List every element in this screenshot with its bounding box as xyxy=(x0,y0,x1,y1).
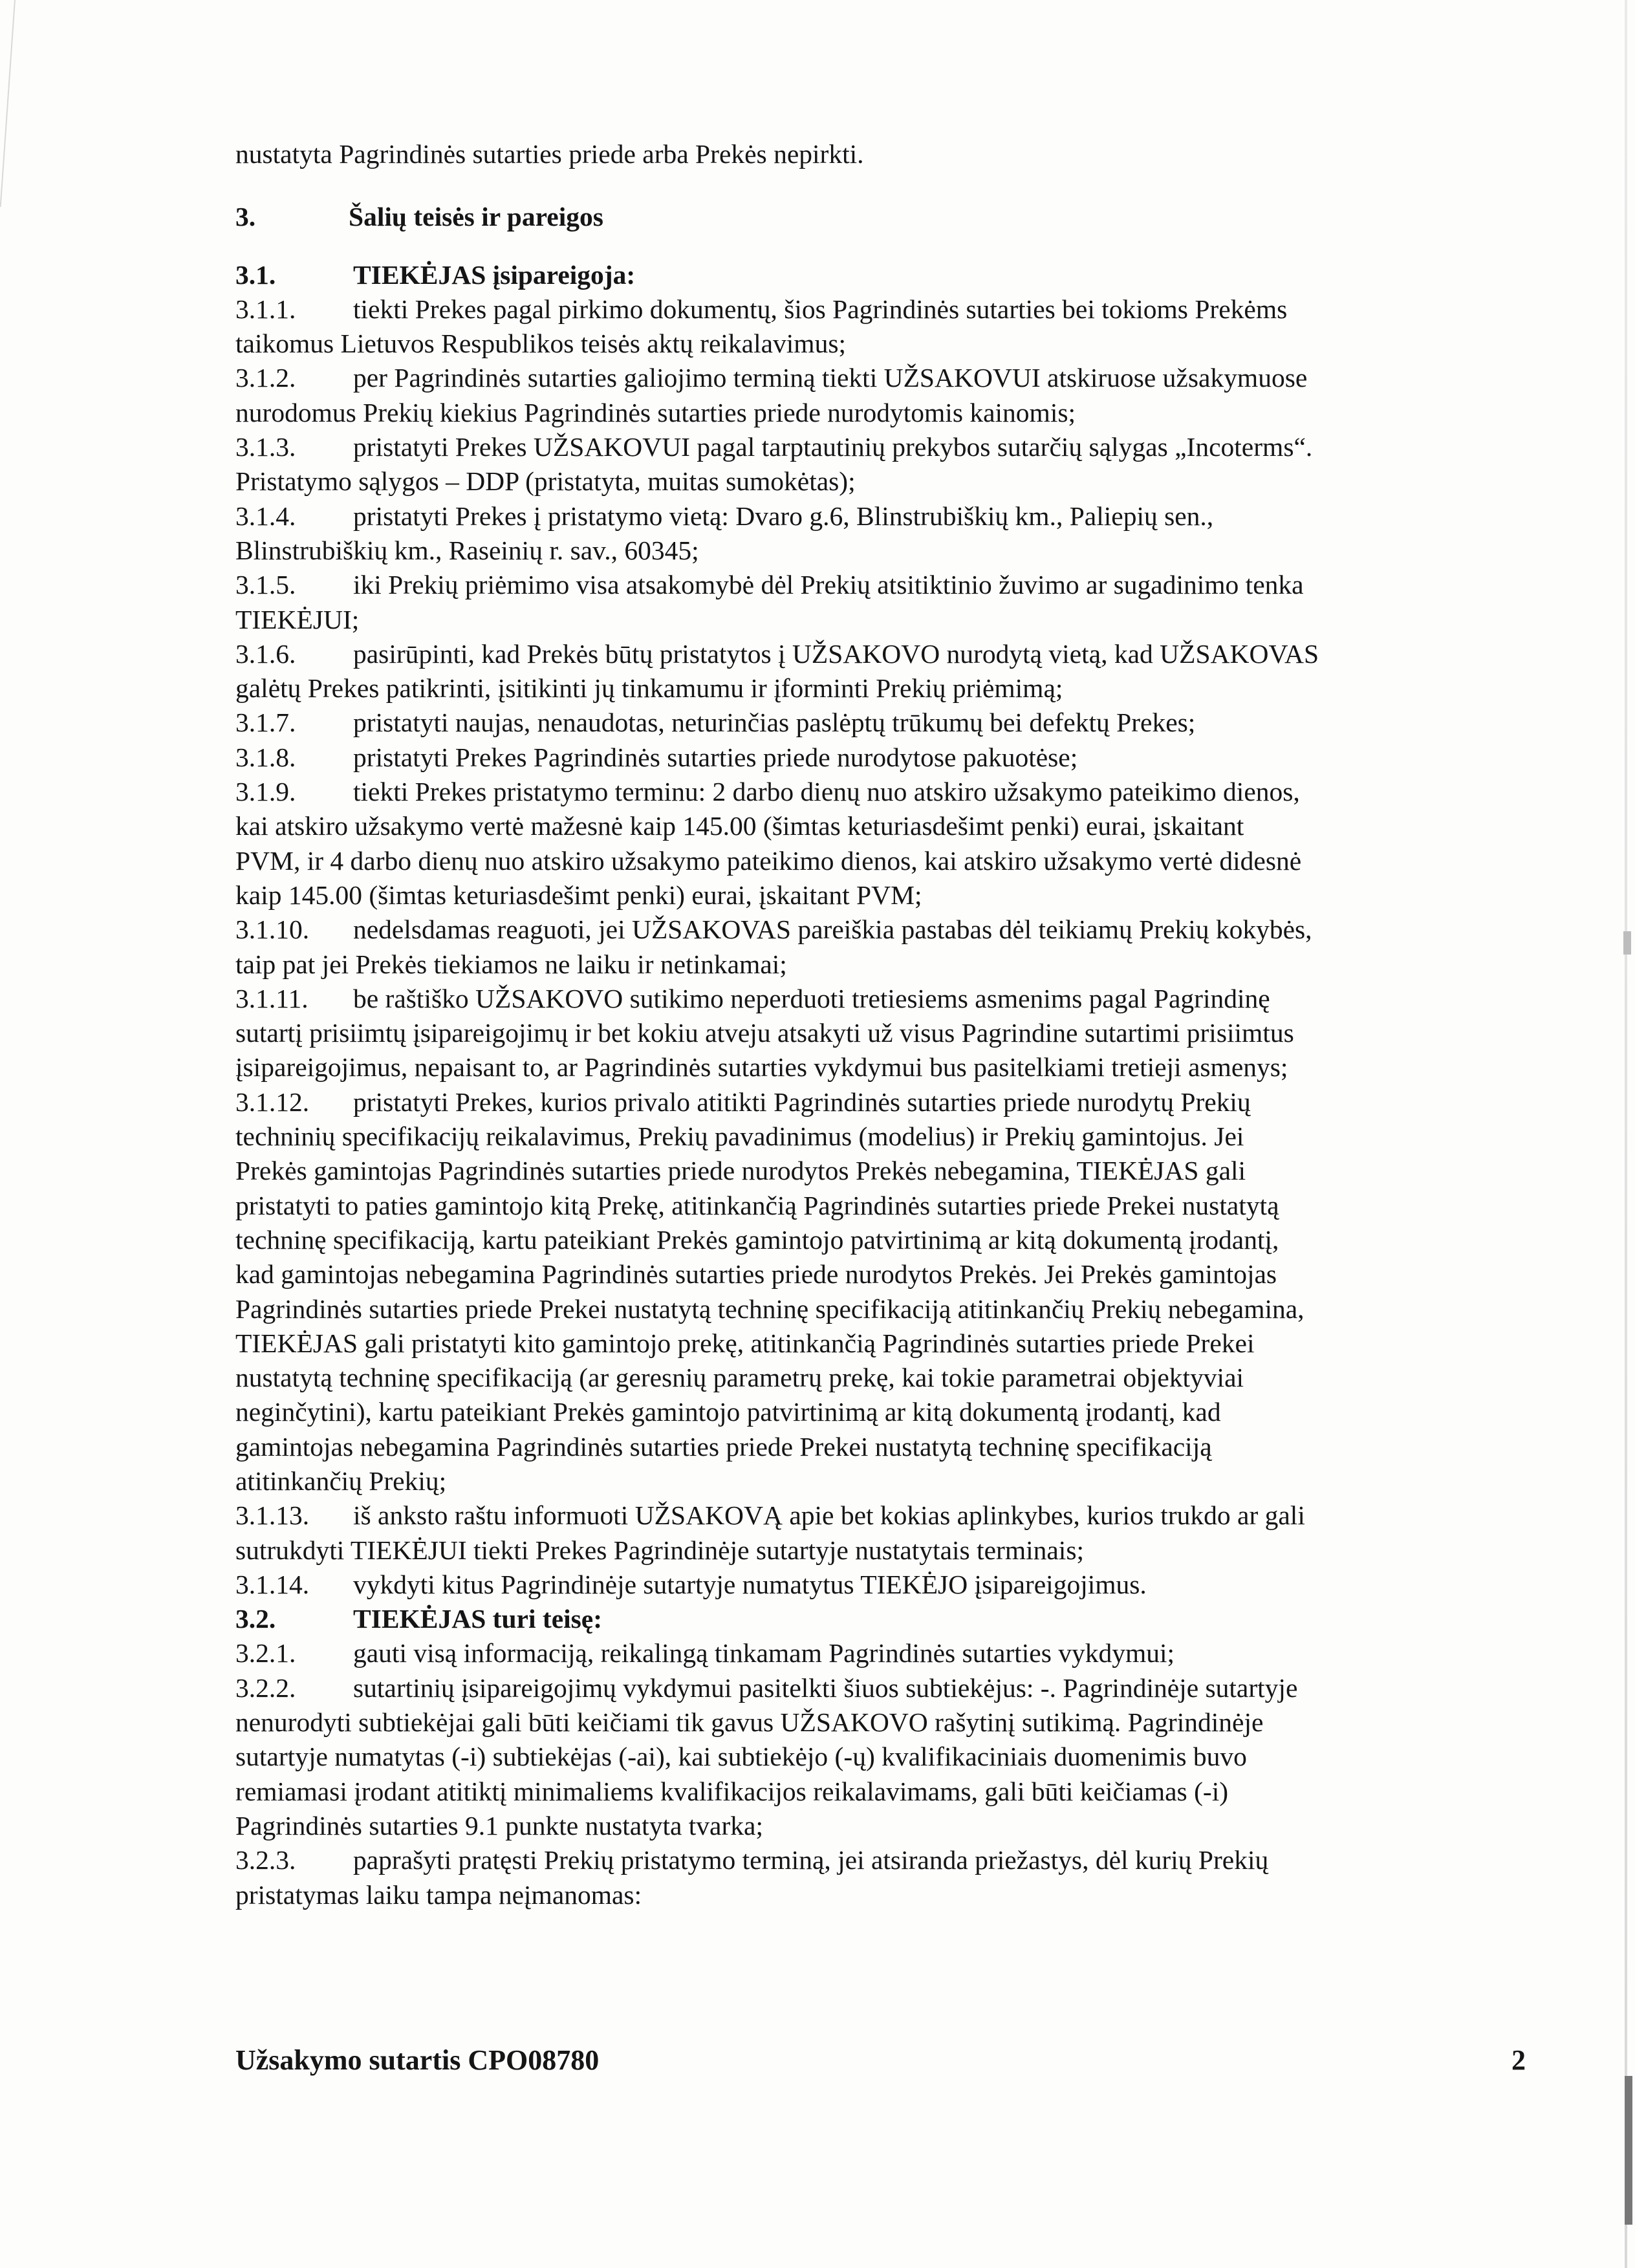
scan-edge xyxy=(0,0,16,207)
clause-text: be raštiško UŽSAKOVO sutikimo neperduoti tretiesiems asmenims pagal Pagrindinę xyxy=(353,983,1270,1013)
scan-mark xyxy=(1623,931,1631,955)
clause-number: 3.2.3. xyxy=(235,1845,296,1875)
clause-text: atitinkančių Prekių; xyxy=(235,1465,447,1496)
document-page xyxy=(235,137,1516,1912)
clause-line xyxy=(235,1533,1516,1568)
clause-line xyxy=(235,1602,1516,1636)
clause-number: 3.1.6. xyxy=(235,638,296,669)
section-title: Šalių teisės ir pareigos xyxy=(349,202,603,232)
clause-line xyxy=(235,1154,1516,1188)
clause-number: 3.1. xyxy=(235,259,276,290)
clause-text: pristatyti Prekes UŽSAKOVUI pagal tarptautinių prekybos sutarčių sąlygas „Incoterms“. xyxy=(353,432,1313,462)
clause-text: TIEKĖJAS gali pristatyti kito gamintojo prekę, atitinkančią Pagrindinės sutarties priede Prekei xyxy=(235,1328,1255,1358)
clause-text: nenurodyti subtiekėjai gali būti keičiami tik gavus UŽSAKOVO rašytinį sutikimą. Pagrindinėje xyxy=(235,1707,1264,1738)
clause-line xyxy=(235,603,1516,637)
clause-number: 3.1.12. xyxy=(235,1086,310,1117)
clause-line xyxy=(235,947,1516,982)
clause-line xyxy=(235,1740,1516,1774)
clause-text: sutartinių įsipareigojimų vykdymui pasitelkti šiuos subtiekėjus: -. Pagrindinėje sutartyje xyxy=(353,1672,1298,1703)
clause-number: 3.1.7. xyxy=(235,707,296,738)
clause-line xyxy=(235,327,1516,361)
clause-text: iš anksto raštu informuoti UŽSAKOVĄ apie bet kokias aplinkybes, kurios trukdo ar gali xyxy=(353,1500,1305,1531)
clause-number: 3.1.2. xyxy=(235,363,296,393)
section-heading xyxy=(235,200,1516,234)
clause-line xyxy=(235,1119,1516,1154)
clause-text: kad gamintojas nebegamina Pagrindinės sutarties priede nurodytos Prekės. Jei Prekės gamintojas xyxy=(235,1259,1277,1290)
clause-text: pristatyti naujas, nenaudotas, neturinčias paslėptų trūkumų bei defektų Prekes; xyxy=(353,707,1196,738)
clause-number: 3.2.1. xyxy=(235,1638,296,1669)
clause-text: Pristatymo sąlygos – DDP (pristatyta, muitas sumokėtas); xyxy=(235,466,856,497)
clause-list xyxy=(235,258,1516,1912)
clause-text: paprašyti pratęsti Prekių pristatymo terminą, jei atsiranda priežastys, dėl kurių Prekių xyxy=(353,1845,1269,1875)
clause-text: sutartyje numatytas (-i) subtiekėjas (-ai), kai subtiekėjo (-ų) kvalifikaciniais duomenimis buvo xyxy=(235,1742,1247,1772)
clause-text: vykdyti kitus Pagrindinėje sutartyje numatytus TIEKĖJO įsipareigojimus. xyxy=(353,1569,1147,1599)
clause-line xyxy=(235,706,1516,740)
clause-text: tiekti Prekes pagal pirkimo dokumentų, šios Pagrindinės sutarties bei tokioms Prekėms xyxy=(353,294,1288,324)
clause-number: 3.1.14. xyxy=(235,1569,310,1599)
clause-line xyxy=(235,671,1516,706)
clause-line xyxy=(235,1568,1516,1602)
clause-line xyxy=(235,464,1516,499)
clause-text: PVM, ir 4 darbo dienų nuo atskiro užsakymo pateikimo dienos, kai atskiro užsakymo vertė didesnė xyxy=(235,845,1302,876)
clause-line xyxy=(235,775,1516,809)
clause-line xyxy=(235,430,1516,464)
clause-line xyxy=(235,1292,1516,1326)
clause-line xyxy=(235,1843,1516,1877)
clause-text: pristatyti Prekes, kurios privalo atitikti Pagrindinės sutarties priede nurodytų Prekių xyxy=(353,1086,1251,1117)
clause-line xyxy=(235,1361,1516,1395)
clause-line xyxy=(235,1223,1516,1257)
clause-line xyxy=(235,1671,1516,1705)
clause-line xyxy=(235,1464,1516,1498)
clause-line xyxy=(235,844,1516,878)
clause-text: TIEKĖJAS turi teisę: xyxy=(353,1604,603,1634)
clause-text: Pagrindinės sutarties 9.1 punkte nustatyta tvarka; xyxy=(235,1810,763,1841)
clause-text: pristatyti to paties gamintojo kitą Prekę, atitinkančią Pagrindinės sutarties priede Prekei nustatytą xyxy=(235,1190,1279,1220)
scan-edge-right xyxy=(1625,0,1627,2268)
clause-number: 3.1.8. xyxy=(235,742,296,772)
section-number: 3. xyxy=(235,202,256,232)
clause-text: Pagrindinės sutarties priede Prekei nustatytą techninę specifikaciją atitinkančių Prekių nebegamina, xyxy=(235,1293,1305,1324)
clause-line xyxy=(235,568,1516,602)
clause-line xyxy=(235,499,1516,534)
clause-number: 3.2. xyxy=(235,1604,276,1634)
clause-number: 3.1.13. xyxy=(235,1500,310,1531)
clause-line xyxy=(235,1498,1516,1533)
clause-text: TIEKĖJAS įsipareigoja: xyxy=(353,259,636,290)
clause-text: nurodomus Prekių kiekius Pagrindinės sutarties priede nurodytomis kainomis; xyxy=(235,397,1076,427)
clause-line xyxy=(235,1809,1516,1843)
clause-line xyxy=(235,361,1516,395)
intro-text: nustatyta Pagrindinės sutarties priede arba Prekės nepirkti. xyxy=(235,139,864,169)
clause-line xyxy=(235,1636,1516,1670)
clause-text: kai atskiro užsakymo vertė mažesnė kaip 145.00 (šimtas keturiasdešimt penki) eurai, įskaitant xyxy=(235,811,1244,841)
clause-text: pasirūpinti, kad Prekės būtų pristatytos į UŽSAKOVO nurodytą vietą, kad UŽSAKOVAS xyxy=(353,638,1319,669)
clause-text: remiamasi įrodant atitiktį minimaliems kvalifikacijos reikalavimams, gali būti keičiamas (-i) xyxy=(235,1776,1229,1806)
clause-number: 3.1.1. xyxy=(235,294,296,324)
clause-line xyxy=(235,1878,1516,1912)
clause-text: sutartį prisiimtų įsipareigojimų ir bet kokiu atveju atsakyti už visus Pagrindine sutartimi prisiimtus xyxy=(235,1018,1294,1048)
clause-line xyxy=(235,1395,1516,1429)
clause-text: pristatyti Prekes į pristatymo vietą: Dvaro g.6, Blinstrubiškių km., Paliepių sen., xyxy=(353,501,1214,531)
clause-text: įsipareigojimus, nepaisant to, ar Pagrindinės sutarties vykdymui bus pasitelkiami tretieji asmenys; xyxy=(235,1052,1288,1083)
clause-line xyxy=(235,534,1516,568)
clause-line xyxy=(235,637,1516,671)
page-number: 2 xyxy=(1511,2044,1526,2076)
clause-text: tiekti Prekes pristatymo terminu: 2 darbo dienų nuo atskiro užsakymo pateikimo dienos, xyxy=(353,777,1300,807)
clause-line xyxy=(235,1705,1516,1740)
clause-text: Prekės gamintojas Pagrindinės sutarties priede nurodytos Prekės nebegamina, TIEKĖJAS gali xyxy=(235,1156,1246,1186)
clause-line xyxy=(235,1189,1516,1223)
clause-line xyxy=(235,1430,1516,1464)
clause-text: TIEKĖJUI; xyxy=(235,604,360,634)
clause-line xyxy=(235,1775,1516,1809)
clause-text: Blinstrubiškių km., Raseinių r. sav., 60345; xyxy=(235,535,699,565)
clause-number: 3.1.5. xyxy=(235,570,296,600)
clause-text: iki Prekių priėmimo visa atsakomybė dėl Prekių atsitiktinio žuvimo ar sugadinimo tenka xyxy=(353,570,1304,600)
clause-text: techninę specifikaciją, kartu pateikiant Prekės gamintojo patvirtinimą ar kitą dokumentą įrodantį, xyxy=(235,1224,1279,1255)
clause-line xyxy=(235,1085,1516,1119)
clause-text: techninių specifikacijų reikalavimus, Prekių pavadinimus (modelius) ir Prekių gamintojus. Jei xyxy=(235,1121,1244,1152)
clause-text: taip pat jei Prekės tiekiamos ne laiku ir netinkamai; xyxy=(235,949,787,979)
clause-text: neginčytini), kartu pateikiant Prekės gamintojo patvirtinimą ar kitą dokumentą įrodantį, kad xyxy=(235,1397,1221,1427)
clause-text: pristatyti Prekes Pagrindinės sutarties priede nurodytose pakuotėse; xyxy=(353,742,1078,772)
clause-number: 3.2.2. xyxy=(235,1672,296,1703)
clause-text: gauti visą informaciją, reikalingą tinkamam Pagrindinės sutarties vykdymui; xyxy=(353,1638,1175,1669)
clause-text: nedelsdamas reaguoti, jei UŽSAKOVAS pareiškia pastabas dėl teikiamų Prekių kokybės, xyxy=(353,914,1312,945)
clause-number: 3.1.9. xyxy=(235,777,296,807)
clause-line xyxy=(235,982,1516,1016)
clause-number: 3.1.3. xyxy=(235,432,296,462)
clause-line xyxy=(235,258,1516,292)
clause-line xyxy=(235,809,1516,843)
footer-title: Užsakymo sutartis CPO08780 xyxy=(235,2044,600,2076)
clause-text: nustatytą techninę specifikaciją (ar geresnių parametrų prekę, kai tokie parametrai objektyviai xyxy=(235,1363,1244,1393)
clause-text: taikomus Lietuvos Respublikos teisės aktų reikalavimus; xyxy=(235,329,847,359)
clause-line xyxy=(235,1050,1516,1085)
clause-line xyxy=(235,878,1516,913)
clause-number: 3.1.4. xyxy=(235,501,296,531)
scan-mark xyxy=(1625,2076,1632,2225)
clause-number: 3.1.10. xyxy=(235,914,310,945)
clause-line xyxy=(235,292,1516,327)
clause-line xyxy=(235,1326,1516,1361)
clause-text: pristatymas laiku tampa neįmanomas: xyxy=(235,1879,642,1910)
clause-text: per Pagrindinės sutarties galiojimo terminą tiekti UŽSAKOVUI atskiruose užsakymuose xyxy=(353,363,1308,393)
clause-text: gamintojas nebegamina Pagrindinės sutarties priede Prekei nustatytą techninę specifikaciją xyxy=(235,1431,1212,1462)
page-footer xyxy=(235,2044,1526,2077)
clause-line xyxy=(235,740,1516,775)
clause-line xyxy=(235,1016,1516,1050)
clause-text: kaip 145.00 (šimtas keturiasdešimt penki) eurai, įskaitant PVM; xyxy=(235,880,922,910)
clause-line xyxy=(235,396,1516,430)
clause-line xyxy=(235,1257,1516,1291)
clause-text: galėtų Prekes patikrinti, įsitikinti jų tinkamumu ir įforminti Prekių priėmimą; xyxy=(235,673,1063,704)
clause-line xyxy=(235,913,1516,947)
clause-text: sutrukdyti TIEKĖJUI tiekti Prekes Pagrindinėje sutartyje nustatytais terminais; xyxy=(235,1535,1085,1565)
clause-number: 3.1.11. xyxy=(235,983,309,1013)
